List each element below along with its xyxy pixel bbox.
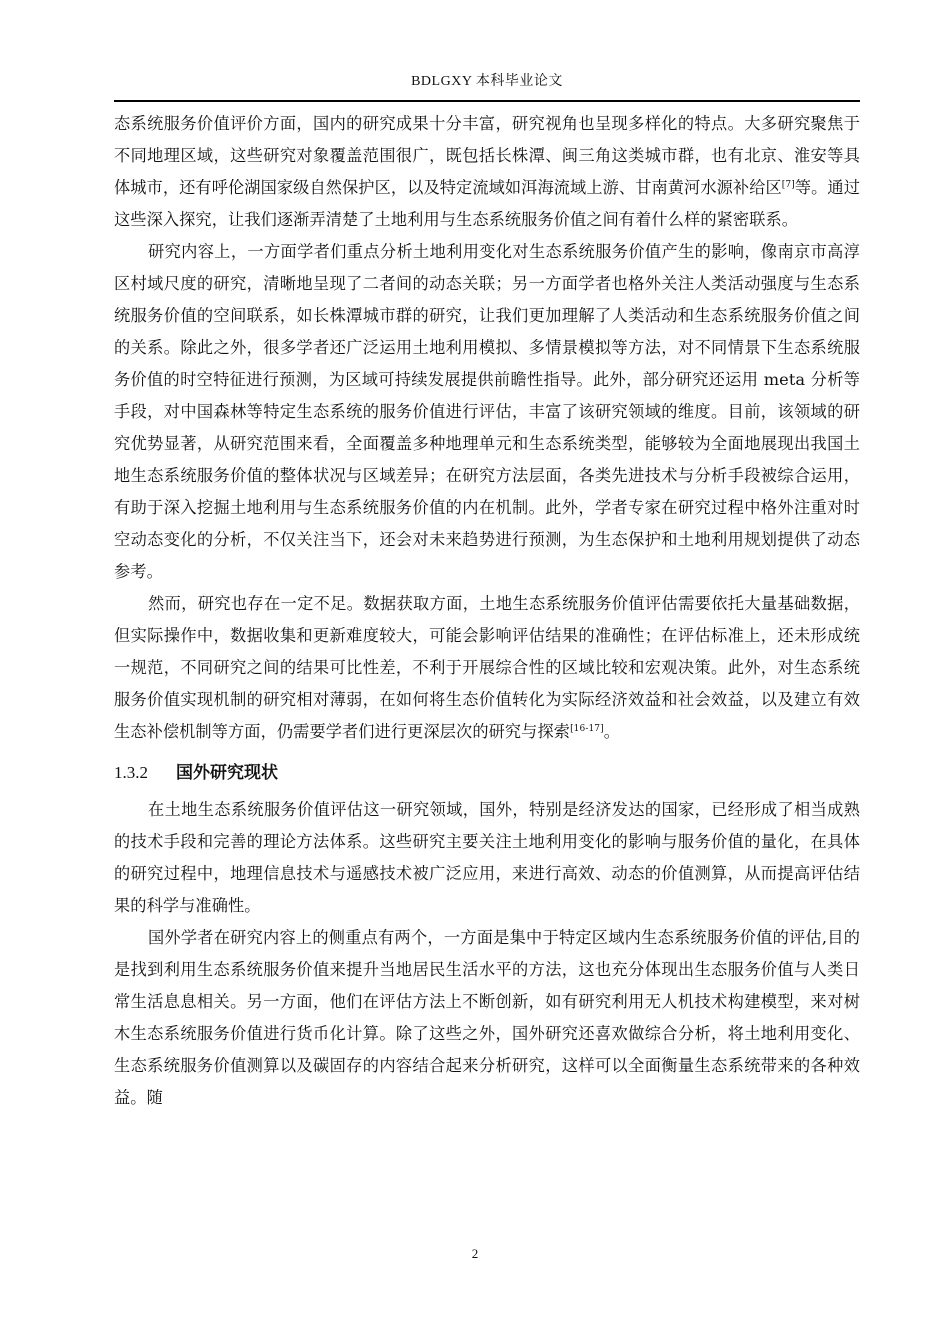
page-body [114,108,860,1114]
running-header: BDLGXY 本科毕业论文 [411,74,563,89]
paragraph-text: 态系统服务价值评价方面，国内的研究成果十分丰富，研究视角也呈现多样化的特点。大多研究聚焦于不同地理区域，这些研究对象覆盖范围很广，既包括长株潭、闽三角这类城市群，也有北京、淮安等具体城市，还有呼伦湖国家级自然保护区，以及特定流域如洱海流域上游、甘南黄河水源补给区 [114,114,860,197]
paragraph-continued [114,108,860,236]
paragraph: 研究内容上，一方面学者们重点分析土地利用变化对生态系统服务价值产生的影响，像南京市高淳区村域尺度的研究，清晰地呈现了二者间的动态关联；另一方面学者也格外关注人类活动强度与生态系统服务价值的空间联系，如长株潭城市群的研究，让我们更加理解了人类活动和生态系统服务价值之间的关系。除此之外，很多学者还广泛运用土地利用模拟、多情景模拟等方法，对不同情景下生态系统服务价值的时空特征进行预测，为区域可持续发展提供前瞻性指导。此外，部分研究还运用 meta 分析等手段，对中国森林等特定生态系统的服务价值进行评估，丰富了该研究领域的维度。目前，该领域的研究优势显著，从研究范围来看，全面覆盖多种地理单元和生态系统类型，能够较为全面地展现出我国土地生态系统服务价值的整体状况与区域差异；在研究方法层面，各类先进技术与分析手段被综合运用，有助于深入挖掘土地利用与生态系统服务价值的内在机制。此外，学者专家在研究过程中格外注重对时空动态变化的分析，不仅关注当下，还会对未来趋势进行预测，为生态保护和土地利用规划提供了动态参考。 [114,242,860,581]
section-heading [114,756,860,790]
paragraph [114,588,860,748]
header-rule [114,100,860,102]
section-title: 国外研究现状 [176,763,278,783]
paragraph-text: 然而，研究也存在一定不足。数据获取方面，土地生态系统服务价值评估需要依托大量基础数据，但实际操作中，数据收集和更新难度较大，可能会影响评估结果的准确性；在评估标准上，还未形成统一规范，不同研究之间的结果可比性差，不利于开展综合性的区域比较和宏观决策。此外，对生态系统服务价值实现机制的研究相对薄弱，在如何将生态价值转化为实际经济效益和社会效益，以及建立有效生态补偿机制等方面，仍需要学者们进行更深层次的研究与探索 [114,594,860,741]
paragraph: 国外学者在研究内容上的侧重点有两个，一方面是集中于特定区域内生态系统服务价值的评估,目的是找到利用生态系统服务价值来提升当地居民生活水平的方法，这也充分体现出生态服务价值与人类日常生活息息相关。另一方面，他们在评估方法上不断创新，如有研究利用无人机技术构建模型，来对树木生态系统服务价值进行货币化计算。除了这些之外，国外研究还喜欢做综合分析，将土地利用变化、生态系统服务价值测算以及碳固存的内容结合起来分析研究，这样可以全面衡量生态系统带来的各种效益。随 [114,928,860,1107]
paragraph-text: 。 [603,722,621,741]
page-number: 2 [471,1246,479,1261]
citation: [16-17] [570,724,604,734]
paragraph-text: 等。通过这些深入探究，让我们逐渐弄清楚了土地利用与生态系统服务价值之间有着什么样的紧密联系。 [114,178,861,229]
citation: [7] [781,180,795,190]
section-number: 1.3.2 [114,763,148,782]
paragraph: 在土地生态系统服务价值评估这一研究领域，国外，特别是经济发达的国家，已经形成了相当成熟的技术手段和完善的理论方法体系。这些研究主要关注土地利用变化的影响与服务价值的量化，在具体的研究过程中，地理信息技术与遥感技术被广泛应用，来进行高效、动态的价值测算，从而提高评估结果的科学与准确性。 [114,800,860,915]
